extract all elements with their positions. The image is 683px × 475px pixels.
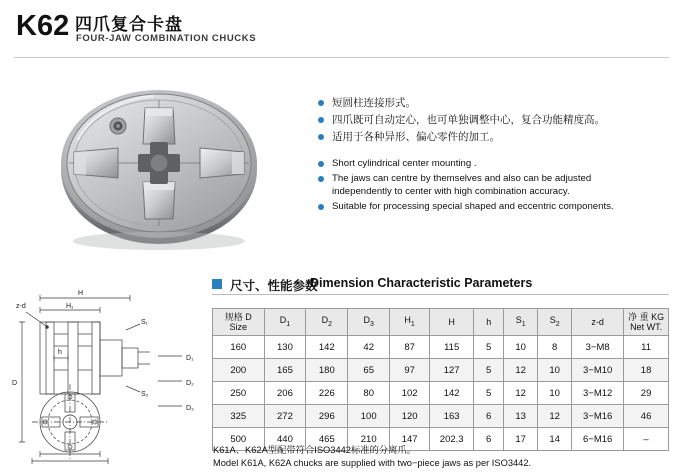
drawing-label-S2: S₂	[141, 391, 149, 398]
bullet-dot-icon	[318, 176, 324, 182]
product-photo	[42, 78, 277, 253]
cell-h-small: 5	[474, 359, 504, 382]
drawing-label-H1: H₁	[66, 303, 74, 310]
feature-item-en	[318, 157, 618, 170]
col-header-d3: $D_3$	[348, 309, 390, 336]
cell-s1: 13	[504, 405, 538, 428]
cell-d3: 65	[348, 359, 390, 382]
cell-h-small: 5	[474, 336, 504, 359]
cell-weight: –	[624, 428, 669, 451]
product-title-cn: 四爪复合卡盘	[75, 15, 183, 34]
cell-zd: 3−M8	[572, 336, 624, 359]
cell-h-small: 6	[474, 405, 504, 428]
cell-h: 142	[430, 382, 474, 405]
drawing-label-zd: z-d	[16, 303, 26, 310]
spec-table-head	[213, 309, 669, 336]
cell-weight: 29	[624, 382, 669, 405]
col-header-zd: z-d	[572, 309, 624, 336]
model-code: K62	[16, 10, 70, 42]
cell-s2: 14	[538, 428, 572, 451]
cell-h: 163	[430, 405, 474, 428]
feature-text-cn: 短圆柱连接形式。	[332, 97, 416, 109]
cell-d2: 296	[306, 405, 348, 428]
cell-d3: 210	[348, 428, 390, 451]
cell-h-small: 6	[474, 428, 504, 451]
cell-d1: 272	[264, 405, 306, 428]
col-header-h-small: h	[474, 309, 504, 336]
cell-h1: 97	[390, 359, 430, 382]
drawing-label-D2: D₂	[186, 380, 194, 387]
cell-h: 127	[430, 359, 474, 382]
cell-s2: 10	[538, 359, 572, 382]
cell-s1: 17	[504, 428, 538, 451]
cell-zd: 3−M12	[572, 382, 624, 405]
section-divider	[212, 294, 669, 295]
cell-d3: 80	[348, 382, 390, 405]
col-header-weight: 净 重 KG Net WT.	[624, 309, 669, 336]
section-title-en: Dimension Characteristic Parameters	[310, 276, 533, 290]
cell-d1: 440	[264, 428, 306, 451]
product-title-en: FOUR-JAW COMBINATION CHUCKS	[76, 33, 257, 44]
footnote-en: Model K61A, K62A chucks are supplied with two−piece jaws as per ISO3442.	[213, 458, 532, 468]
cell-h: 115	[430, 336, 474, 359]
table-row	[213, 382, 669, 405]
cell-h1: 102	[390, 382, 430, 405]
feature-item-cn	[318, 113, 618, 127]
footnote-cn: K61A、K62A型配带符合ISO3442标准的分离爪。	[213, 445, 417, 455]
bullet-dot-icon	[318, 204, 324, 210]
cell-s2: 12	[538, 405, 572, 428]
col-header-s1: $S_1$	[504, 309, 538, 336]
cell-zd: 6−M16	[572, 428, 624, 451]
cell-size: 500	[213, 428, 265, 451]
cell-s1: 12	[504, 359, 538, 382]
cell-d2: 180	[306, 359, 348, 382]
cell-d1: 130	[264, 336, 306, 359]
cell-s1: 10	[504, 336, 538, 359]
col-header-size: 规格 D Size	[213, 309, 265, 336]
cell-zd: 3−M10	[572, 359, 624, 382]
spec-table	[212, 308, 669, 451]
cell-d3: 42	[348, 336, 390, 359]
bullet-dot-icon	[318, 117, 324, 123]
spec-table-body	[213, 336, 669, 451]
header-divider	[14, 57, 669, 58]
feature-text-cn: 四爪既可自动定心，也可单独调整中心，复合功能精度高。	[332, 114, 605, 126]
drawing-label-D3: D₃	[186, 405, 194, 412]
page-header	[0, 0, 683, 60]
cell-h1: 147	[390, 428, 430, 451]
cell-zd: 3−M16	[572, 405, 624, 428]
feature-text-en: Suitable for processing special shaped and eccentric components.	[332, 201, 614, 212]
cell-size: 250	[213, 382, 265, 405]
cell-s2: 10	[538, 382, 572, 405]
cell-weight: 11	[624, 336, 669, 359]
cell-s2: 8	[538, 336, 572, 359]
table-row	[213, 405, 669, 428]
cell-d1: 206	[264, 382, 306, 405]
cell-s1: 12	[504, 382, 538, 405]
feature-item-en	[318, 200, 618, 213]
feature-list	[318, 96, 618, 215]
cell-h1: 120	[390, 405, 430, 428]
cell-d3: 100	[348, 405, 390, 428]
section-title-cn: 尺寸、性能参数	[230, 279, 318, 293]
table-row	[213, 359, 669, 382]
feature-text-en: The jaws can centre by themselves and also can be adjusted independently to center with high combination accuracy.	[332, 173, 592, 197]
cell-d2: 142	[306, 336, 348, 359]
feature-item-cn	[318, 96, 618, 110]
cell-d1: 165	[264, 359, 306, 382]
drawing-label-D: D	[12, 380, 18, 387]
drawing-label-S1: S₁	[141, 319, 149, 326]
list-spacer	[318, 147, 618, 157]
spec-table-wrapper	[212, 308, 669, 451]
feature-item-cn	[318, 130, 618, 144]
table-row	[213, 336, 669, 359]
cell-size: 325	[213, 405, 265, 428]
technical-drawing	[8, 282, 206, 467]
cell-weight: 18	[624, 359, 669, 382]
col-header-h: H	[430, 309, 474, 336]
cell-weight: 46	[624, 405, 669, 428]
section-marker-icon	[212, 279, 222, 289]
bullet-dot-icon	[318, 100, 324, 106]
cell-d2: 465	[306, 428, 348, 451]
cell-size: 160	[213, 336, 265, 359]
cell-size: 200	[213, 359, 265, 382]
drawing-label-h: h	[58, 349, 62, 356]
col-header-d1: $D_1$	[264, 309, 306, 336]
table-header-row	[213, 309, 669, 336]
col-header-d2: $D_2$	[306, 309, 348, 336]
bullet-dot-icon	[318, 134, 324, 140]
feature-text-cn: 适用于各种异形、偏心零件的加工。	[332, 131, 500, 143]
cell-h: 202.3	[430, 428, 474, 451]
feature-text-en: Short cylindrical center mounting .	[332, 158, 477, 169]
cell-h-small: 5	[474, 382, 504, 405]
cell-d2: 226	[306, 382, 348, 405]
footnote-block	[213, 444, 673, 470]
drawing-label-D1: D₁	[186, 355, 194, 362]
col-header-h1: $H_1$	[390, 309, 430, 336]
col-header-s2: $S_2$	[538, 309, 572, 336]
feature-item-en	[318, 172, 618, 198]
cell-h1: 87	[390, 336, 430, 359]
bullet-dot-icon	[318, 161, 324, 167]
drawing-label-H: H	[78, 290, 84, 297]
